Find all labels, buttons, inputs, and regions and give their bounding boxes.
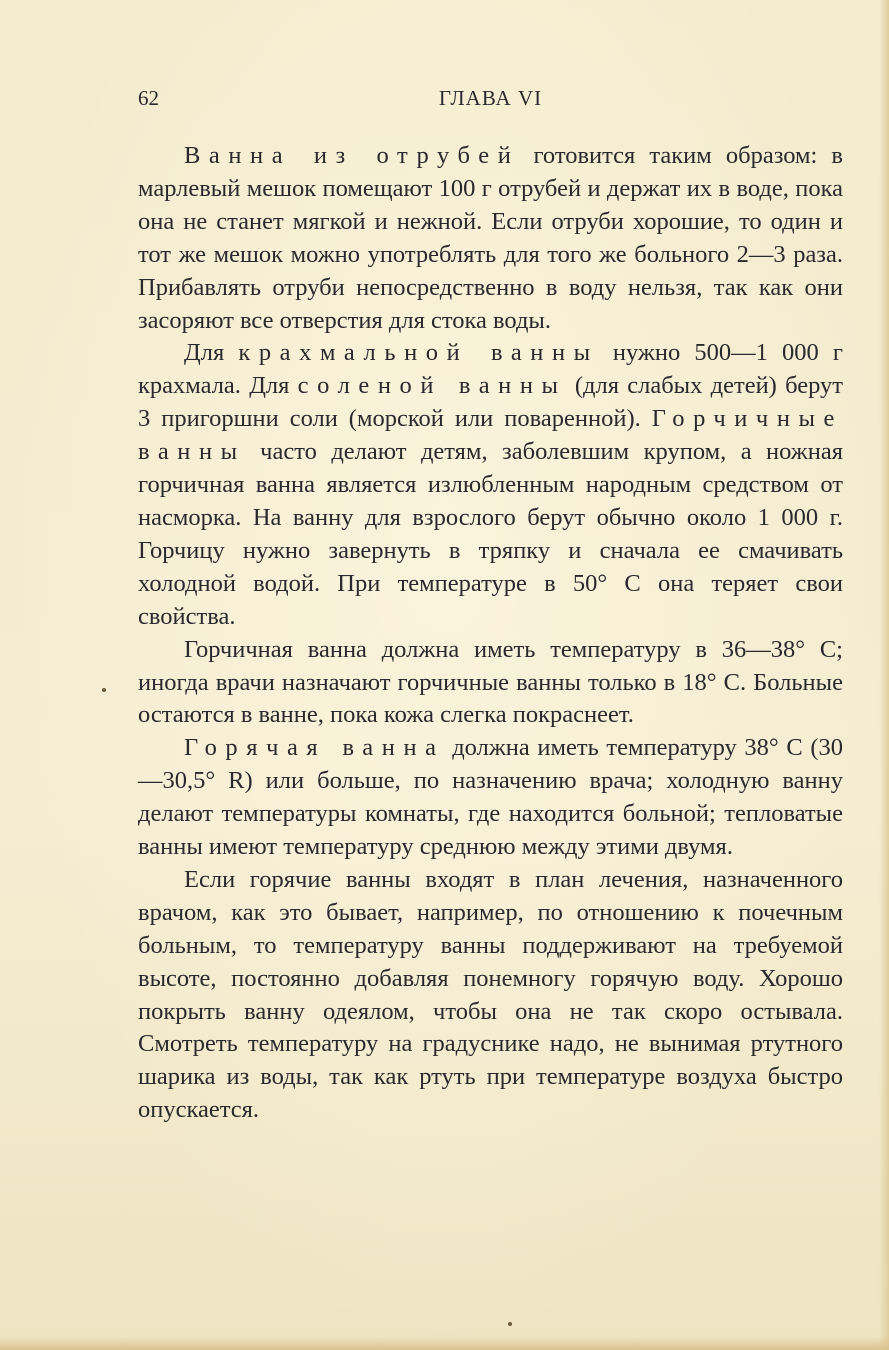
page-edge-right <box>879 0 889 1350</box>
spaced-term: Горячая ванна <box>184 734 445 762</box>
paragraph-text: должна иметь температуру 38° С (30—30,5° R) или больше, по назначению врача; холодную ванну делают температуры комнаты, где находится больной; тепловатые ванны имеют температуру среднюю между этими двумя. <box>138 734 843 861</box>
print-speck <box>102 688 106 692</box>
running-head: ГЛАВА VI <box>438 86 543 110</box>
body-text <box>138 140 843 1127</box>
page-header <box>138 86 843 116</box>
paragraph-hot-bath-treatment: Если горячие ванны входят в план лечения, назначенного врачом, как это бывает, например, по отношению к почечным больным, то температуру ванны поддерживают на требуемой высоте, постоянно добавляя понемногу горячую воду. Хорошо покрыть ванну одеялом, чтобы она не так скоро остывала. Смотреть температуру на градуснике надо, не вынимая ртутного шарика из воды, так как ртуть при температуре воздуха быстро опускается. <box>138 865 843 1124</box>
page-number: 62 <box>138 86 159 110</box>
paragraph-text: нужно 500—1 000 г крахмала. Для <box>138 339 843 400</box>
paragraph-mustard-temperature: Горчичная ванна должна иметь температуру в 36—38° С; иногда врачи назначают горчичные ванны только в 18° С. Больные остаются в ванне, пока кожа слегка покраснеет. <box>138 635 843 729</box>
paragraph-starch-salt-mustard <box>138 337 843 633</box>
paragraph-hot-bath <box>138 732 843 864</box>
paragraph-text: Для <box>184 339 239 367</box>
spaced-term: крахмальной ванны <box>238 339 599 367</box>
paragraph-text: (для слабых детей) берут 3 пригоршни соли (морской или поваренной). <box>138 372 843 433</box>
paragraph-bran-bath <box>138 140 843 337</box>
spaced-term: Ванна из отрубей <box>184 142 520 169</box>
paragraph-text: часто делают детям, заболевшим крупом, а ножная горчичная ванна является излюбленным народным средством от насморка. На ванну для взрослого берут обычно около 1 000 г. Горчицу нужно завернуть в тряпку и сначала ее смачивать холодной водой. При температуре в 50° С она теряет свои свойства. <box>138 438 843 630</box>
page-edge-bottom <box>0 1336 889 1350</box>
paragraph-text: готовится таким образом: в марлевый мешок помещают 100 г отрубей и держат их в воде, пока она не станет мягкой и нежной. Если отруби хорошие, то один и тот же мешок можно употреблять для того же больного 2—3 раза. Прибавлять отруби непосредственно в воду нельзя, так как они засоряют все отверстия для стока воды. <box>138 142 843 334</box>
print-speck <box>508 1322 512 1326</box>
spaced-term: соленой ванны <box>297 372 567 400</box>
spaced-term: Горчичные ванны <box>138 405 843 466</box>
